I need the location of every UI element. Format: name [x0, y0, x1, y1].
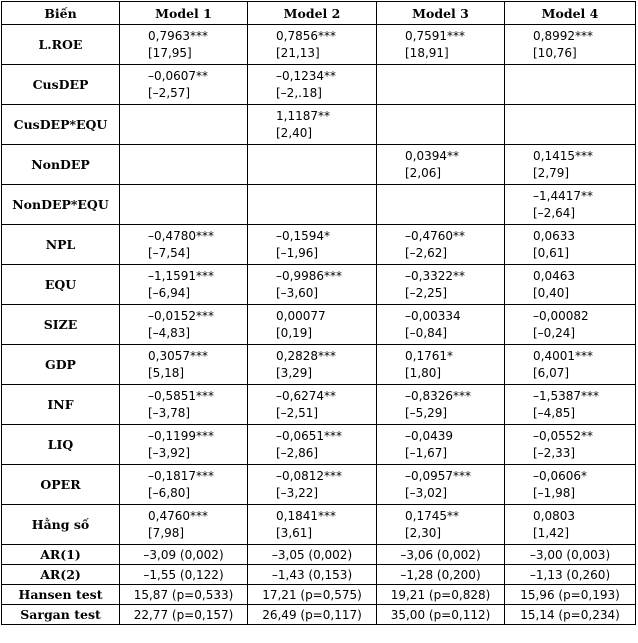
coefficient-cell: [505, 145, 636, 185]
t-statistic: [–3,60]: [276, 285, 319, 300]
coefficient-cell: [120, 425, 248, 465]
coefficient-cell: [248, 465, 377, 505]
row-label: INF: [2, 385, 120, 425]
coefficient-value: 0,4001***: [533, 348, 593, 363]
table-row: [2, 345, 636, 385]
table-row: [2, 465, 636, 505]
header-model-3: Model 3: [377, 2, 505, 25]
table-row: [2, 305, 636, 345]
coefficient-value: –0,0152***: [148, 308, 214, 323]
statistic-cell: –1,43 (0,153): [248, 565, 377, 585]
coefficient-cell: [248, 145, 377, 185]
coefficient-value: 0,0803: [533, 508, 575, 523]
t-statistic: [–2,64]: [533, 205, 576, 220]
coefficient-cell: [505, 265, 636, 305]
coefficient-value: –0,0439: [405, 428, 453, 443]
coefficient-value: –1,5387***: [533, 388, 599, 403]
coefficient-value: –0,0606*: [533, 468, 587, 483]
t-statistic: [17,95]: [148, 45, 192, 60]
table-row: [2, 25, 636, 65]
statistic-cell: 26,49 (p=0,117): [248, 605, 377, 625]
coefficient-value: –0,4760**: [405, 228, 465, 243]
t-statistic: [–1,96]: [276, 245, 319, 260]
coefficient-value: 0,7856***: [276, 28, 336, 43]
coefficient-cell: [377, 265, 505, 305]
coefficient-value: 0,2828***: [276, 348, 336, 363]
t-statistic: [–2,.18]: [276, 85, 322, 100]
t-statistic: [–3,92]: [148, 445, 191, 460]
coefficient-cell: [377, 505, 505, 545]
coefficient-cell: [377, 65, 505, 105]
coefficient-value: 0,0633: [533, 228, 575, 243]
t-statistic: [–2,57]: [148, 85, 191, 100]
t-statistic: [–2,86]: [276, 445, 319, 460]
statistic-cell: 15,87 (p=0,533): [120, 585, 248, 605]
coefficient-value: –1,4417**: [533, 188, 593, 203]
coefficient-cell: [505, 505, 636, 545]
regression-results-table: [1, 1, 636, 625]
coefficient-cell: [505, 185, 636, 225]
coefficient-value: 0,1841***: [276, 508, 336, 523]
statistic-cell: –1,55 (0,122): [120, 565, 248, 585]
coefficient-cell: [377, 185, 505, 225]
row-label: GDP: [2, 345, 120, 385]
coefficient-cell: [505, 225, 636, 265]
statistic-cell: 17,21 (p=0,575): [248, 585, 377, 605]
coefficient-value: –0,1594*: [276, 228, 330, 243]
t-statistic: [–4,83]: [148, 325, 191, 340]
coefficient-value: –0,0651***: [276, 428, 342, 443]
header-variable: Biến: [2, 2, 120, 25]
coefficient-cell: [248, 65, 377, 105]
statistic-cell: 19,21 (p=0,828): [377, 585, 505, 605]
table-row: [2, 585, 636, 605]
t-statistic: [5,18]: [148, 365, 185, 380]
statistic-cell: 15,96 (p=0,193): [505, 585, 636, 605]
coefficient-value: 0,0394**: [405, 148, 459, 163]
coefficient-cell: [377, 25, 505, 65]
table-row: [2, 505, 636, 545]
coefficient-value: –0,4780***: [148, 228, 214, 243]
statistic-cell: –3,00 (0,003): [505, 545, 636, 565]
table-row: [2, 185, 636, 225]
row-label: AR(2): [2, 565, 120, 585]
t-statistic: [21,13]: [276, 45, 320, 60]
coefficient-value: 0,7591***: [405, 28, 465, 43]
coefficient-value: –0,00334: [405, 308, 461, 323]
row-label: Sargan test: [2, 605, 120, 625]
coefficient-cell: [248, 425, 377, 465]
coefficient-cell: [505, 305, 636, 345]
t-statistic: [2,30]: [405, 525, 442, 540]
coefficient-cell: [377, 225, 505, 265]
coefficient-value: –0,6274**: [276, 388, 336, 403]
t-statistic: [–4,85]: [533, 405, 576, 420]
coefficient-cell: [248, 385, 377, 425]
coefficient-cell: [505, 65, 636, 105]
coefficient-cell: [377, 105, 505, 145]
table-row: [2, 225, 636, 265]
coefficient-cell: [377, 425, 505, 465]
coefficient-value: 0,0463: [533, 268, 575, 283]
coefficient-cell: [377, 465, 505, 505]
coefficient-value: 1,1187**: [276, 108, 330, 123]
row-label: CusDEP*EQU: [2, 105, 120, 145]
t-statistic: [2,79]: [533, 165, 570, 180]
coefficient-value: 0,8992***: [533, 28, 593, 43]
row-label: L.ROE: [2, 25, 120, 65]
coefficient-cell: [120, 65, 248, 105]
table-row: [2, 265, 636, 305]
coefficient-cell: [505, 345, 636, 385]
coefficient-cell: [248, 105, 377, 145]
row-label: Hansen test: [2, 585, 120, 605]
statistic-cell: –3,05 (0,002): [248, 545, 377, 565]
coefficient-value: –0,00082: [533, 308, 589, 323]
statistic-cell: –3,06 (0,002): [377, 545, 505, 565]
coefficient-cell: [120, 345, 248, 385]
coefficient-cell: [120, 505, 248, 545]
coefficient-value: 0,1745**: [405, 508, 459, 523]
row-label: AR(1): [2, 545, 120, 565]
coefficient-value: 0,00077: [276, 308, 326, 323]
coefficient-cell: [120, 145, 248, 185]
coefficient-cell: [120, 105, 248, 145]
t-statistic: [–6,94]: [148, 285, 191, 300]
coefficient-cell: [248, 185, 377, 225]
statistic-cell: 22,77 (p=0,157): [120, 605, 248, 625]
statistic-cell: –3,09 (0,002): [120, 545, 248, 565]
coefficient-value: 0,7963***: [148, 28, 208, 43]
t-statistic: [–1,67]: [405, 445, 448, 460]
t-statistic: [–3,22]: [276, 485, 319, 500]
t-statistic: [–2,51]: [276, 405, 319, 420]
statistic-cell: –1,13 (0,260): [505, 565, 636, 585]
coefficient-cell: [120, 465, 248, 505]
table-row: [2, 605, 636, 625]
t-statistic: [18,91]: [405, 45, 449, 60]
coefficient-cell: [377, 385, 505, 425]
t-statistic: [–7,54]: [148, 245, 191, 260]
coefficient-cell: [248, 345, 377, 385]
t-statistic: [3,61]: [276, 525, 313, 540]
coefficient-cell: [120, 305, 248, 345]
t-statistic: [0,19]: [276, 325, 313, 340]
t-statistic: [–2,33]: [533, 445, 576, 460]
table-row: [2, 145, 636, 185]
t-statistic: [–0,84]: [405, 325, 448, 340]
header-model-1: Model 1: [120, 2, 248, 25]
row-label: CusDEP: [2, 65, 120, 105]
row-label: Hằng số: [2, 505, 120, 545]
t-statistic: [1,80]: [405, 365, 442, 380]
coefficient-cell: [248, 25, 377, 65]
coefficient-value: –0,1234**: [276, 68, 336, 83]
t-statistic: [1,42]: [533, 525, 570, 540]
row-label: SIZE: [2, 305, 120, 345]
coefficient-cell: [377, 345, 505, 385]
t-statistic: [3,29]: [276, 365, 313, 380]
coefficient-value: –0,0957***: [405, 468, 471, 483]
coefficient-cell: [248, 225, 377, 265]
table-row: [2, 105, 636, 145]
coefficient-cell: [120, 265, 248, 305]
coefficient-value: –0,0607**: [148, 68, 208, 83]
header-model-2: Model 2: [248, 2, 377, 25]
row-label: OPER: [2, 465, 120, 505]
coefficient-cell: [120, 385, 248, 425]
table-row: [2, 565, 636, 585]
coefficient-value: –0,0552**: [533, 428, 593, 443]
coefficient-value: 0,4760***: [148, 508, 208, 523]
table-body: [2, 25, 636, 625]
header-row: [2, 2, 636, 25]
t-statistic: [–1,98]: [533, 485, 576, 500]
coefficient-cell: [377, 145, 505, 185]
t-statistic: [–2,62]: [405, 245, 448, 260]
t-statistic: [2,40]: [276, 125, 313, 140]
coefficient-cell: [120, 185, 248, 225]
t-statistic: [2,06]: [405, 165, 442, 180]
coefficient-value: –0,3322**: [405, 268, 465, 283]
table-row: [2, 385, 636, 425]
coefficient-cell: [505, 385, 636, 425]
t-statistic: [10,76]: [533, 45, 577, 60]
coefficient-value: –0,1817***: [148, 468, 214, 483]
coefficient-value: 0,1761*: [405, 348, 453, 363]
statistic-cell: 35,00 (p=0,112): [377, 605, 505, 625]
table-row: [2, 545, 636, 565]
coefficient-value: 0,1415***: [533, 148, 593, 163]
coefficient-value: –0,8326***: [405, 388, 471, 403]
statistic-cell: –1,28 (0,200): [377, 565, 505, 585]
coefficient-cell: [505, 25, 636, 65]
t-statistic: [–5,29]: [405, 405, 448, 420]
row-label: NPL: [2, 225, 120, 265]
coefficient-value: –0,0812***: [276, 468, 342, 483]
t-statistic: [–2,25]: [405, 285, 448, 300]
coefficient-cell: [505, 105, 636, 145]
coefficient-cell: [120, 225, 248, 265]
table-row: [2, 425, 636, 465]
coefficient-cell: [248, 505, 377, 545]
coefficient-value: 0,3057***: [148, 348, 208, 363]
coefficient-cell: [377, 305, 505, 345]
header-model-4: Model 4: [505, 2, 636, 25]
statistic-cell: 15,14 (p=0,234): [505, 605, 636, 625]
t-statistic: [7,98]: [148, 525, 185, 540]
coefficient-value: –0,1199***: [148, 428, 214, 443]
coefficient-cell: [505, 425, 636, 465]
row-label: NonDEP*EQU: [2, 185, 120, 225]
t-statistic: [–6,80]: [148, 485, 191, 500]
row-label: NonDEP: [2, 145, 120, 185]
coefficient-cell: [248, 265, 377, 305]
coefficient-cell: [248, 305, 377, 345]
t-statistic: [6,07]: [533, 365, 570, 380]
t-statistic: [0,61]: [533, 245, 570, 260]
coefficient-cell: [505, 465, 636, 505]
t-statistic: [–3,02]: [405, 485, 448, 500]
t-statistic: [–0,24]: [533, 325, 576, 340]
coefficient-value: –0,9986***: [276, 268, 342, 283]
table-row: [2, 65, 636, 105]
coefficient-cell: [120, 25, 248, 65]
row-label: EQU: [2, 265, 120, 305]
coefficient-value: –1,1591***: [148, 268, 214, 283]
row-label: LIQ: [2, 425, 120, 465]
t-statistic: [0,40]: [533, 285, 570, 300]
coefficient-value: –0,5851***: [148, 388, 214, 403]
t-statistic: [–3,78]: [148, 405, 191, 420]
